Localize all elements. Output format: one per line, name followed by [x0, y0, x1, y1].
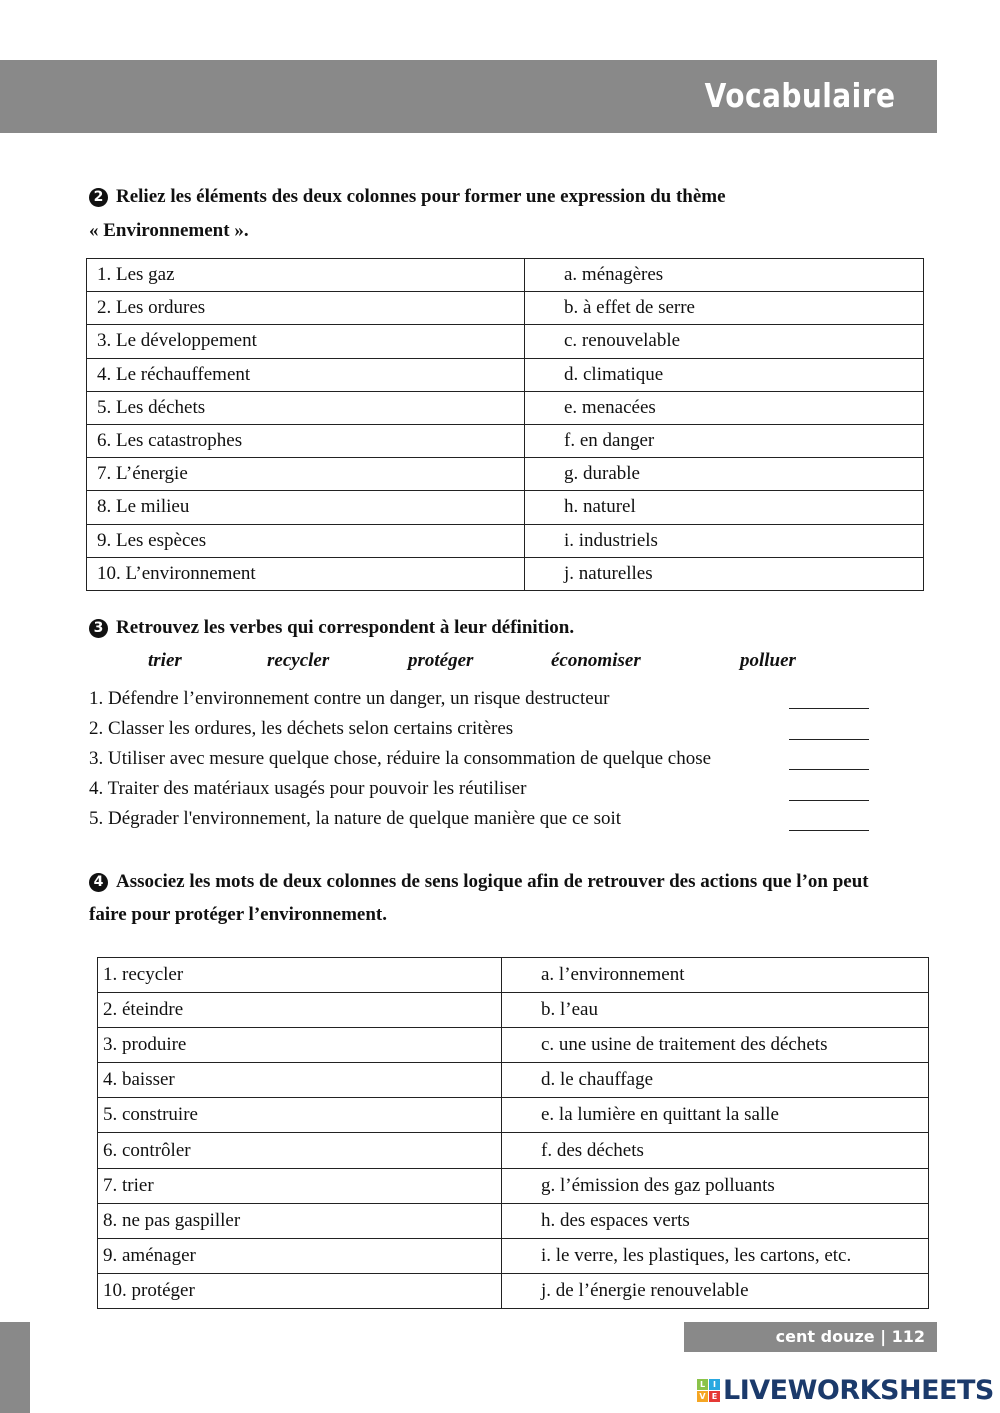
instruction-text: Retrouvez les verbes qui correspondent à leur définition. [116, 617, 575, 638]
verb: recycler [267, 650, 330, 671]
table-row [87, 458, 924, 491]
left-column-cell[interactable]: 7. trier [98, 1168, 502, 1203]
left-column-cell[interactable]: 9. aménager [98, 1238, 502, 1273]
liveworksheets-logo [697, 1375, 994, 1406]
right-column-cell[interactable]: d. climatique [525, 358, 924, 391]
verb: trier [148, 650, 182, 671]
table-row [87, 391, 924, 424]
answer-blank[interactable] [789, 721, 869, 740]
table-row [98, 1098, 929, 1133]
table-row [98, 958, 929, 993]
answer-blank[interactable] [789, 751, 869, 770]
answer-blank[interactable] [789, 782, 869, 801]
exercise-4-table [97, 957, 929, 1309]
verb: économiser [551, 650, 641, 671]
table-row [98, 1168, 929, 1203]
exercise-4-instruction-2: faire pour protéger l’environnement. [89, 904, 387, 925]
table-row [98, 1203, 929, 1238]
left-column-cell[interactable]: 8. ne pas gaspiller [98, 1203, 502, 1238]
left-column-cell[interactable]: 5. Les déchets [87, 391, 525, 424]
left-column-cell[interactable]: 3. produire [98, 1028, 502, 1063]
table-row [87, 491, 924, 524]
left-column-cell[interactable]: 5. construire [98, 1098, 502, 1133]
left-column-cell[interactable]: 6. contrôler [98, 1133, 502, 1168]
table-row [98, 1133, 929, 1168]
answer-blank[interactable] [789, 812, 869, 831]
definition: 1. Défendre l’environnement contre un danger, un risque destructeur [89, 688, 610, 709]
left-column-cell[interactable]: 8. Le milieu [87, 491, 525, 524]
right-column-cell[interactable]: g. durable [525, 458, 924, 491]
table-row [98, 1273, 929, 1308]
right-column-cell[interactable]: j. de l’énergie renouvelable [502, 1273, 929, 1308]
table-row [87, 259, 924, 292]
left-column-cell[interactable]: 3. Le développement [87, 325, 525, 358]
left-column-cell[interactable]: 10. L’environnement [87, 557, 525, 590]
right-column-cell[interactable]: a. ménagères [525, 259, 924, 292]
left-column-cell[interactable]: 4. Le réchauffement [87, 358, 525, 391]
exercise-3-instruction [89, 617, 574, 639]
table-row [98, 1028, 929, 1063]
table-row [98, 1238, 929, 1273]
left-column-cell[interactable]: 10. protéger [98, 1273, 502, 1308]
left-column-cell[interactable]: 9. Les espèces [87, 524, 525, 557]
right-column-cell[interactable]: j. naturelles [525, 557, 924, 590]
definition: 3. Utiliser avec mesure quelque chose, réduire la consommation de quelque chose [89, 748, 712, 769]
exercise-number-icon: 3 [89, 619, 108, 638]
right-column-cell[interactable]: i. le verre, les plastiques, les cartons, etc. [502, 1238, 929, 1273]
definition: 4. Traiter des matériaux usagés pour pouvoir les réutiliser [89, 778, 527, 799]
logo-icon: L I V E [697, 1379, 720, 1402]
right-column-cell[interactable]: a. l’environnement [502, 958, 929, 993]
right-column-cell[interactable]: g. l’émission des gaz polluants [502, 1168, 929, 1203]
exercise-4-instruction [89, 871, 869, 893]
right-column-cell[interactable]: b. l’eau [502, 993, 929, 1028]
right-column-cell[interactable]: c. une usine de traitement des déchets [502, 1028, 929, 1063]
right-column-cell[interactable]: h. naturel [525, 491, 924, 524]
table-row [98, 1063, 929, 1098]
exercise-2-table [86, 258, 924, 591]
left-column-cell[interactable]: 7. L’énergie [87, 458, 525, 491]
left-column-cell[interactable]: 6. Les catastrophes [87, 424, 525, 457]
table-row [87, 325, 924, 358]
table-row [87, 524, 924, 557]
page-number: cent douze | 112 [684, 1322, 937, 1352]
left-column-cell[interactable]: 1. Les gaz [87, 259, 525, 292]
definition: 2. Classer les ordures, les déchets selon certains critères [89, 718, 514, 739]
page-title: Vocabulaire [704, 76, 895, 115]
right-column-cell[interactable]: d. le chauffage [502, 1063, 929, 1098]
right-column-cell[interactable]: b. à effet de serre [525, 292, 924, 325]
answer-blank[interactable] [789, 690, 869, 709]
right-column-cell[interactable]: f. des déchets [502, 1133, 929, 1168]
definition: 5. Dégrader l'environnement, la nature de quelque manière que ce soit [89, 808, 622, 829]
table-row [87, 292, 924, 325]
exercise-2-instruction-2: « Environnement ». [89, 220, 249, 241]
right-column-cell[interactable]: e. menacées [525, 391, 924, 424]
left-column-cell[interactable]: 2. éteindre [98, 993, 502, 1028]
verb: protéger [408, 650, 474, 671]
left-column-cell[interactable]: 4. baisser [98, 1063, 502, 1098]
right-column-cell[interactable]: c. renouvelable [525, 325, 924, 358]
right-column-cell[interactable]: f. en danger [525, 424, 924, 457]
exercise-number-icon: 4 [89, 873, 108, 892]
table-row [98, 993, 929, 1028]
logo-text: LIVEWORKSHEETS [723, 1375, 994, 1406]
table-row [87, 557, 924, 590]
table-row [87, 424, 924, 457]
left-column-cell[interactable]: 1. recycler [98, 958, 502, 993]
instruction-text: Reliez les éléments des deux colonnes pour former une expression du thème [116, 186, 726, 207]
exercise-2-instruction [89, 186, 726, 208]
right-column-cell[interactable]: e. la lumière en quittant la salle [502, 1098, 929, 1133]
side-bar [0, 1322, 30, 1413]
exercise-number-icon: 2 [89, 188, 108, 207]
left-column-cell[interactable]: 2. Les ordures [87, 292, 525, 325]
verb: polluer [740, 650, 796, 671]
header-bar [0, 60, 937, 133]
table-row [87, 358, 924, 391]
instruction-text: Associez les mots de deux colonnes de sens logique afin de retrouver des actions que l’on peut [116, 871, 869, 892]
right-column-cell[interactable]: i. industriels [525, 524, 924, 557]
right-column-cell[interactable]: h. des espaces verts [502, 1203, 929, 1238]
